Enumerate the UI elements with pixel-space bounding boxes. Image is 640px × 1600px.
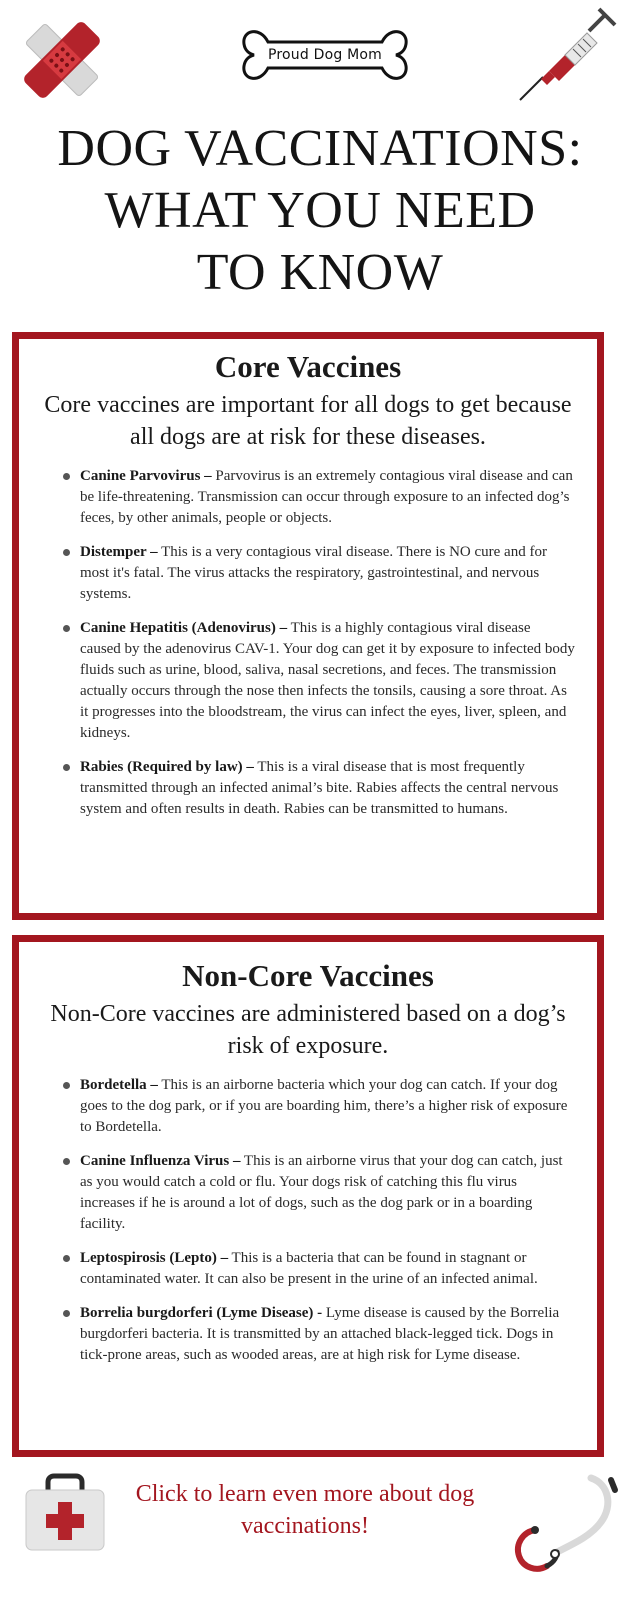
core-vaccines-section: [12, 332, 604, 920]
vaccine-term: Leptospirosis (Lepto) –: [80, 1250, 229, 1266]
vaccine-term: Distemper –: [80, 544, 158, 560]
core-vaccines-intro: Core vaccines are important for all dogs to get because all dogs are at risk for these diseases.: [44, 392, 572, 450]
vaccine-term: Canine Influenza Virus –: [80, 1153, 241, 1169]
vaccine-term: Rabies (Required by law) –: [80, 759, 254, 775]
list-item: [19, 542, 597, 605]
title-line-3: TO KNOW: [196, 244, 444, 301]
bullet-icon: [63, 549, 70, 556]
vaccine-term: Borrelia burgdorferi (Lyme Disease) -: [80, 1305, 323, 1321]
bullet-icon: [63, 625, 70, 632]
noncore-vaccines-heading: Non-Core Vaccines: [182, 958, 434, 993]
vaccine-description: This is an airborne virus that your dog can catch, just as you would catch a cold or flu. Your dogs risk of catching this flu virus increases if he is around a lot of dogs, such as the dog park or in a boarding facility.: [80, 1153, 563, 1232]
list-item: [19, 1075, 597, 1138]
vaccine-description: This is a bacteria that can be found in stagnant or contaminated water. It can also be present in the urine of an infected animal.: [80, 1250, 538, 1287]
noncore-vaccines-section: [12, 935, 604, 1457]
bullet-icon: [63, 1310, 70, 1317]
bullet-icon: [63, 1158, 70, 1165]
bullet-icon: [63, 473, 70, 480]
noncore-vaccines-intro: Non-Core vaccines are administered based on a dog’s risk of exposure.: [50, 1001, 566, 1059]
list-item: [19, 1303, 597, 1366]
core-vaccines-list: [19, 466, 597, 820]
bullet-icon: [63, 1255, 70, 1262]
vaccine-description: This is an airborne bacteria which your dog can catch. If your dog goes to the dog park, or if you are boarding him, there’s a higher risk of exposure to Bordetella.: [80, 1077, 568, 1135]
title-line-1: DOG VACCINATIONS:: [57, 120, 583, 177]
vaccine-term: Canine Hepatitis (Adenovirus) –: [80, 620, 288, 636]
list-item: [19, 618, 597, 744]
brand-logo: [240, 20, 410, 90]
stethoscope-icon: [505, 1470, 620, 1580]
bandage-icon: [12, 10, 112, 110]
vaccine-description: Parvovirus is an extremely contagious viral disease and can be life-threatening. Transmission can occur through exposure to an infected dog’s feces, by other animals, people or objects.: [80, 468, 573, 526]
syringe-icon: [515, 5, 625, 105]
bullet-icon: [63, 764, 70, 771]
vaccine-term: Canine Parvovirus –: [80, 468, 212, 484]
noncore-vaccines-list: [19, 1075, 597, 1366]
vaccine-term: Bordetella –: [80, 1077, 158, 1093]
logo-text: Proud Dog Mom: [268, 47, 382, 63]
vaccine-description: This is a viral disease that is most frequently transmitted through an infected animal’s bite. Rabies affects the central nervous system and often results in death. Rabies can be transmitted to humans.: [80, 759, 559, 817]
title-line-2: WHAT YOU NEED: [104, 182, 536, 239]
list-item: [19, 757, 597, 820]
learn-more-link[interactable]: Click to learn even more about dog vaccinations!: [135, 1481, 475, 1539]
list-item: [19, 466, 597, 529]
vaccine-description: This is a highly contagious viral disease caused by the adenovirus CAV-1. Your dog can get it by exposure to infected body fluids such as urine, blood, saliva, nasal secretions, and feces. The transmission actually occurs through the nose then infects the tonsils, causing a sore throat. As it progresses into the bloodstream, the virus can infect the eyes, liver, spleen, and kidneys.: [80, 620, 575, 741]
list-item: [19, 1248, 597, 1290]
first-aid-kit-icon: [20, 1468, 110, 1558]
vaccine-description: This is a very contagious viral disease. There is NO cure and for most it's fatal. The virus attacks the respiratory, gastrointestinal, and nervous systems.: [80, 544, 547, 602]
vaccine-description: Lyme disease is caused by the Borrelia burgdorferi bacteria. It is transmitted by an attached black-legged tick. Dogs in tick-prone areas, such as wooded areas, are at high risk for Lyme disease.: [80, 1305, 560, 1363]
page-title: [20, 118, 620, 304]
core-vaccines-heading: Core Vaccines: [214, 349, 402, 384]
list-item: [19, 1151, 597, 1235]
bullet-icon: [63, 1082, 70, 1089]
